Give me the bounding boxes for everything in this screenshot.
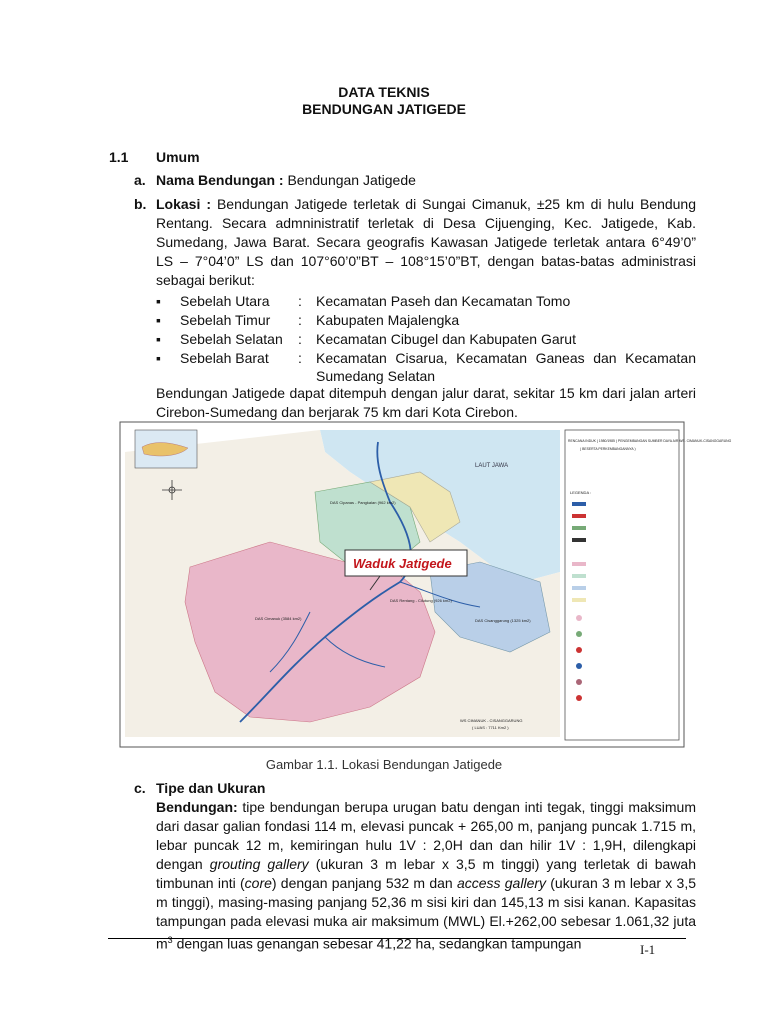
- das-label: DAS Cimanuk (3584 km2): [255, 616, 302, 621]
- boundary-key: Sebelah Timur: [180, 312, 271, 328]
- legend-panel: [565, 430, 679, 740]
- dam-text: (ukuran 3 m lebar x 3,5 m tinggi) yang terletak di bawah timbunan inti (: [156, 856, 696, 891]
- dam-term: core: [244, 875, 272, 891]
- section-number: 1.1: [109, 149, 129, 165]
- item-a-label: Nama Bendungan :: [156, 172, 284, 188]
- footer-rule: [108, 938, 686, 939]
- boundary-sep: :: [298, 350, 302, 366]
- dam-superscript: 3: [167, 935, 173, 945]
- dam-text: (ukuran 3 m lebar x 3,5 m tinggi), masing-masing panjang 52,36 m sisi kiri dan 145,13 m sisi kanan. Kapasitas tampungan pada elevasi muka air maksimum (MWL) El.+262,00 sebesar 1.061,32 juta m: [156, 875, 696, 952]
- doc-title: DATA TEKNIS: [338, 84, 430, 100]
- boundary-key: Sebelah Selatan: [180, 331, 283, 347]
- legend-heading: LEGENDA :: [570, 490, 592, 495]
- boundary-key: Sebelah Utara: [180, 293, 270, 309]
- bullet-icon: ▪: [156, 293, 161, 309]
- legend-title: RENCANA INDUK ( 1980/1985 ) PENGEMBANGAN SUMBER DAYA AIR WS. CIMANUK-CISANGGARUNG: [568, 439, 732, 443]
- map-bottom-sub: ( LUAS : 7711 Km2 ): [472, 725, 509, 730]
- boundary-value: Kecamatan Cibugel dan Kabupaten Garut: [316, 331, 576, 347]
- location-map: [120, 422, 732, 747]
- boundary-value: Kecamatan Paseh dan Kecamatan Tomo: [316, 293, 571, 309]
- item-b-label: Lokasi :: [156, 196, 211, 212]
- item-a-line: [156, 172, 416, 188]
- das-label: DAS Cisanggarung (1325 km2): [475, 618, 531, 623]
- das-label: DAS Rentang - Cilutung (926 km2): [390, 598, 452, 603]
- dam-text: tipe bendungan berupa urugan batu dengan inti tegak, tinggi maksimum dari dasar galian fondasi 114 m, elevasi puncak + 265,00 m, panjang puncak 1.715 m, lebar puncak 12 m, kemiringan hulu 1V : 2,0H dan dan hilir 1V : 1,9H, dilengkapi dengan: [156, 799, 696, 872]
- boundary-sep: :: [298, 293, 302, 309]
- dam-text: ) dengan panjang 532 m dan: [271, 875, 457, 891]
- dam-text: dengan luas genangan sebesar 41,22 ha, sedangkan tampungan: [172, 935, 582, 952]
- item-b-paragraph: [156, 195, 696, 290]
- callout-label: Waduk Jatigede: [353, 556, 452, 571]
- boundary-key: Sebelah Barat: [180, 350, 269, 366]
- boundary-sep: :: [298, 312, 302, 328]
- boundary-value: Kecamatan Cisarua, Kecamatan Ganeas dan Kecamatan Sumedang Selatan: [316, 350, 696, 384]
- item-a-value: Bendungan Jatigede: [287, 172, 416, 188]
- access-paragraph: Bendungan Jatigede dapat ditempuh dengan jalur darat, sekitar 15 km dari jalan arteri Cirebon-Sumedang dan berjarak 75 km dari Kota Cirebon.: [156, 385, 696, 420]
- list-item: [156, 330, 696, 348]
- map-bottom-label: WS CIMANUK - CISANGGARUNG: [460, 718, 523, 723]
- item-a-marker: a.: [134, 172, 146, 188]
- item-b-text: Bendungan Jatigede terletak di Sungai Cimanuk, ±25 km di hulu Bendung Rentang. Secara admninistratif terletak di Desa Cijuenging, Kec. Jatigede, Kab. Sumedang, Jawa Barat. Secara geografis Kawasan Jatigede terletak antara 6°49’0” LS – 7°04’0” LS dan 107°60’0”BT – 108°15’0”BT, dengan batas-batas administrasi sebagai berikut:: [156, 196, 697, 288]
- list-item: [156, 349, 696, 385]
- doc-subtitle: BENDUNGAN JATIGEDE: [302, 101, 466, 117]
- dam-description: [156, 798, 696, 954]
- boundary-list: [156, 292, 696, 385]
- section-title: Umum: [156, 149, 200, 165]
- dam-term: access gallery: [456, 875, 547, 891]
- item-c-title: Tipe dan Ukuran: [156, 780, 266, 796]
- boundary-sep: :: [298, 331, 302, 347]
- page-number: I-1: [640, 942, 656, 957]
- item-b-marker: b.: [134, 196, 147, 212]
- item-c-marker: c.: [134, 780, 146, 796]
- legend-subtitle: ( BESERTA PERKEMBANGANNYA ): [580, 447, 636, 451]
- dam-term: grouting gallery: [209, 856, 309, 872]
- bullet-icon: ▪: [156, 331, 161, 347]
- list-item: [156, 311, 696, 329]
- list-item: [156, 292, 696, 310]
- figure-caption: Gambar 1.1. Lokasi Bendungan Jatigede: [265, 757, 503, 772]
- das-label: DAS Cipanas - Pangkalan (962 km2): [330, 500, 396, 505]
- boundary-value: Kabupaten Majalengka: [316, 312, 460, 328]
- bullet-icon: ▪: [156, 350, 161, 366]
- sea-label: LAUT JAWA: [475, 463, 509, 469]
- bullet-icon: ▪: [156, 312, 161, 328]
- dam-label: Bendungan:: [156, 799, 238, 815]
